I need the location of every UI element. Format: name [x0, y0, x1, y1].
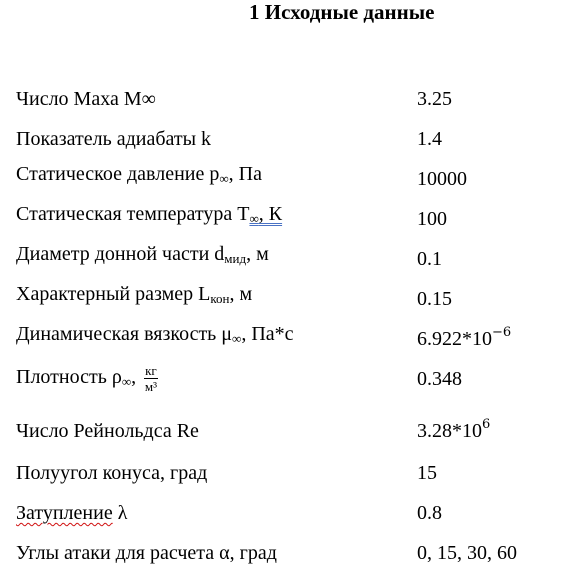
param-value: 1.4 — [417, 128, 442, 150]
param-row-static-temperature — [0, 201, 574, 231]
param-label: Характерный размер $L_{кон}$, м — [16, 283, 253, 306]
param-row-mach — [0, 81, 574, 111]
section-title: 1 Исходные данные — [249, 0, 435, 24]
param-row-dynamic-viscosity — [0, 321, 574, 351]
param-value: 100 — [417, 208, 447, 230]
param-label: Статическое давление $p_\infty$, Па — [16, 163, 262, 186]
param-label: Число Рейнольдса Re — [16, 420, 199, 442]
param-value: 0.348 — [417, 368, 462, 390]
param-label: Затупление λ — [16, 502, 128, 524]
param-label: Диаметр донной части $d_{мид}$, м — [16, 243, 269, 266]
param-label: Показатель адиабаты k — [16, 128, 212, 150]
param-value: 0.8 — [417, 502, 442, 524]
param-row-bluntness — [0, 495, 574, 525]
param-label: Плотность $\rho_\infty$, $\frac{кг}{\text{м³}}$ — [16, 363, 157, 394]
param-row-adiabatic-index — [0, 121, 574, 151]
unit-fraction: $\frac{кг}{\text{м³}}$ — [144, 363, 157, 394]
param-value: 0.15 — [417, 288, 452, 310]
param-row-density — [0, 364, 574, 394]
param-label: Число Маха M∞ — [16, 88, 156, 110]
param-label: Полуугол конуса, град — [16, 462, 208, 484]
param-value: 0, 15, 30, 60 — [417, 542, 517, 564]
spellcheck-underlined-word: Затупление — [16, 502, 113, 524]
param-label: Углы атаки для расчета α, град — [16, 542, 277, 564]
param-row-attack-angles — [0, 535, 574, 565]
param-row-reynolds — [0, 413, 574, 443]
param-value: 3.25 — [417, 88, 452, 110]
param-value: $6.922*10^{-6}$ — [417, 325, 512, 350]
param-value: 0.1 — [417, 248, 442, 270]
param-label: Статическая температура $T_\infty$, К — [16, 203, 283, 226]
param-label: Динамическая вязкость $\mu_\infty$, Па*с — [16, 323, 294, 346]
param-row-static-pressure — [0, 161, 574, 191]
param-row-base-diameter — [0, 241, 574, 271]
param-value: $3.28*10^6$ — [417, 417, 491, 442]
param-value: 10000 — [417, 168, 467, 190]
param-row-characteristic-size — [0, 281, 574, 311]
param-row-cone-half-angle — [0, 455, 574, 485]
param-value: 15 — [417, 462, 437, 484]
